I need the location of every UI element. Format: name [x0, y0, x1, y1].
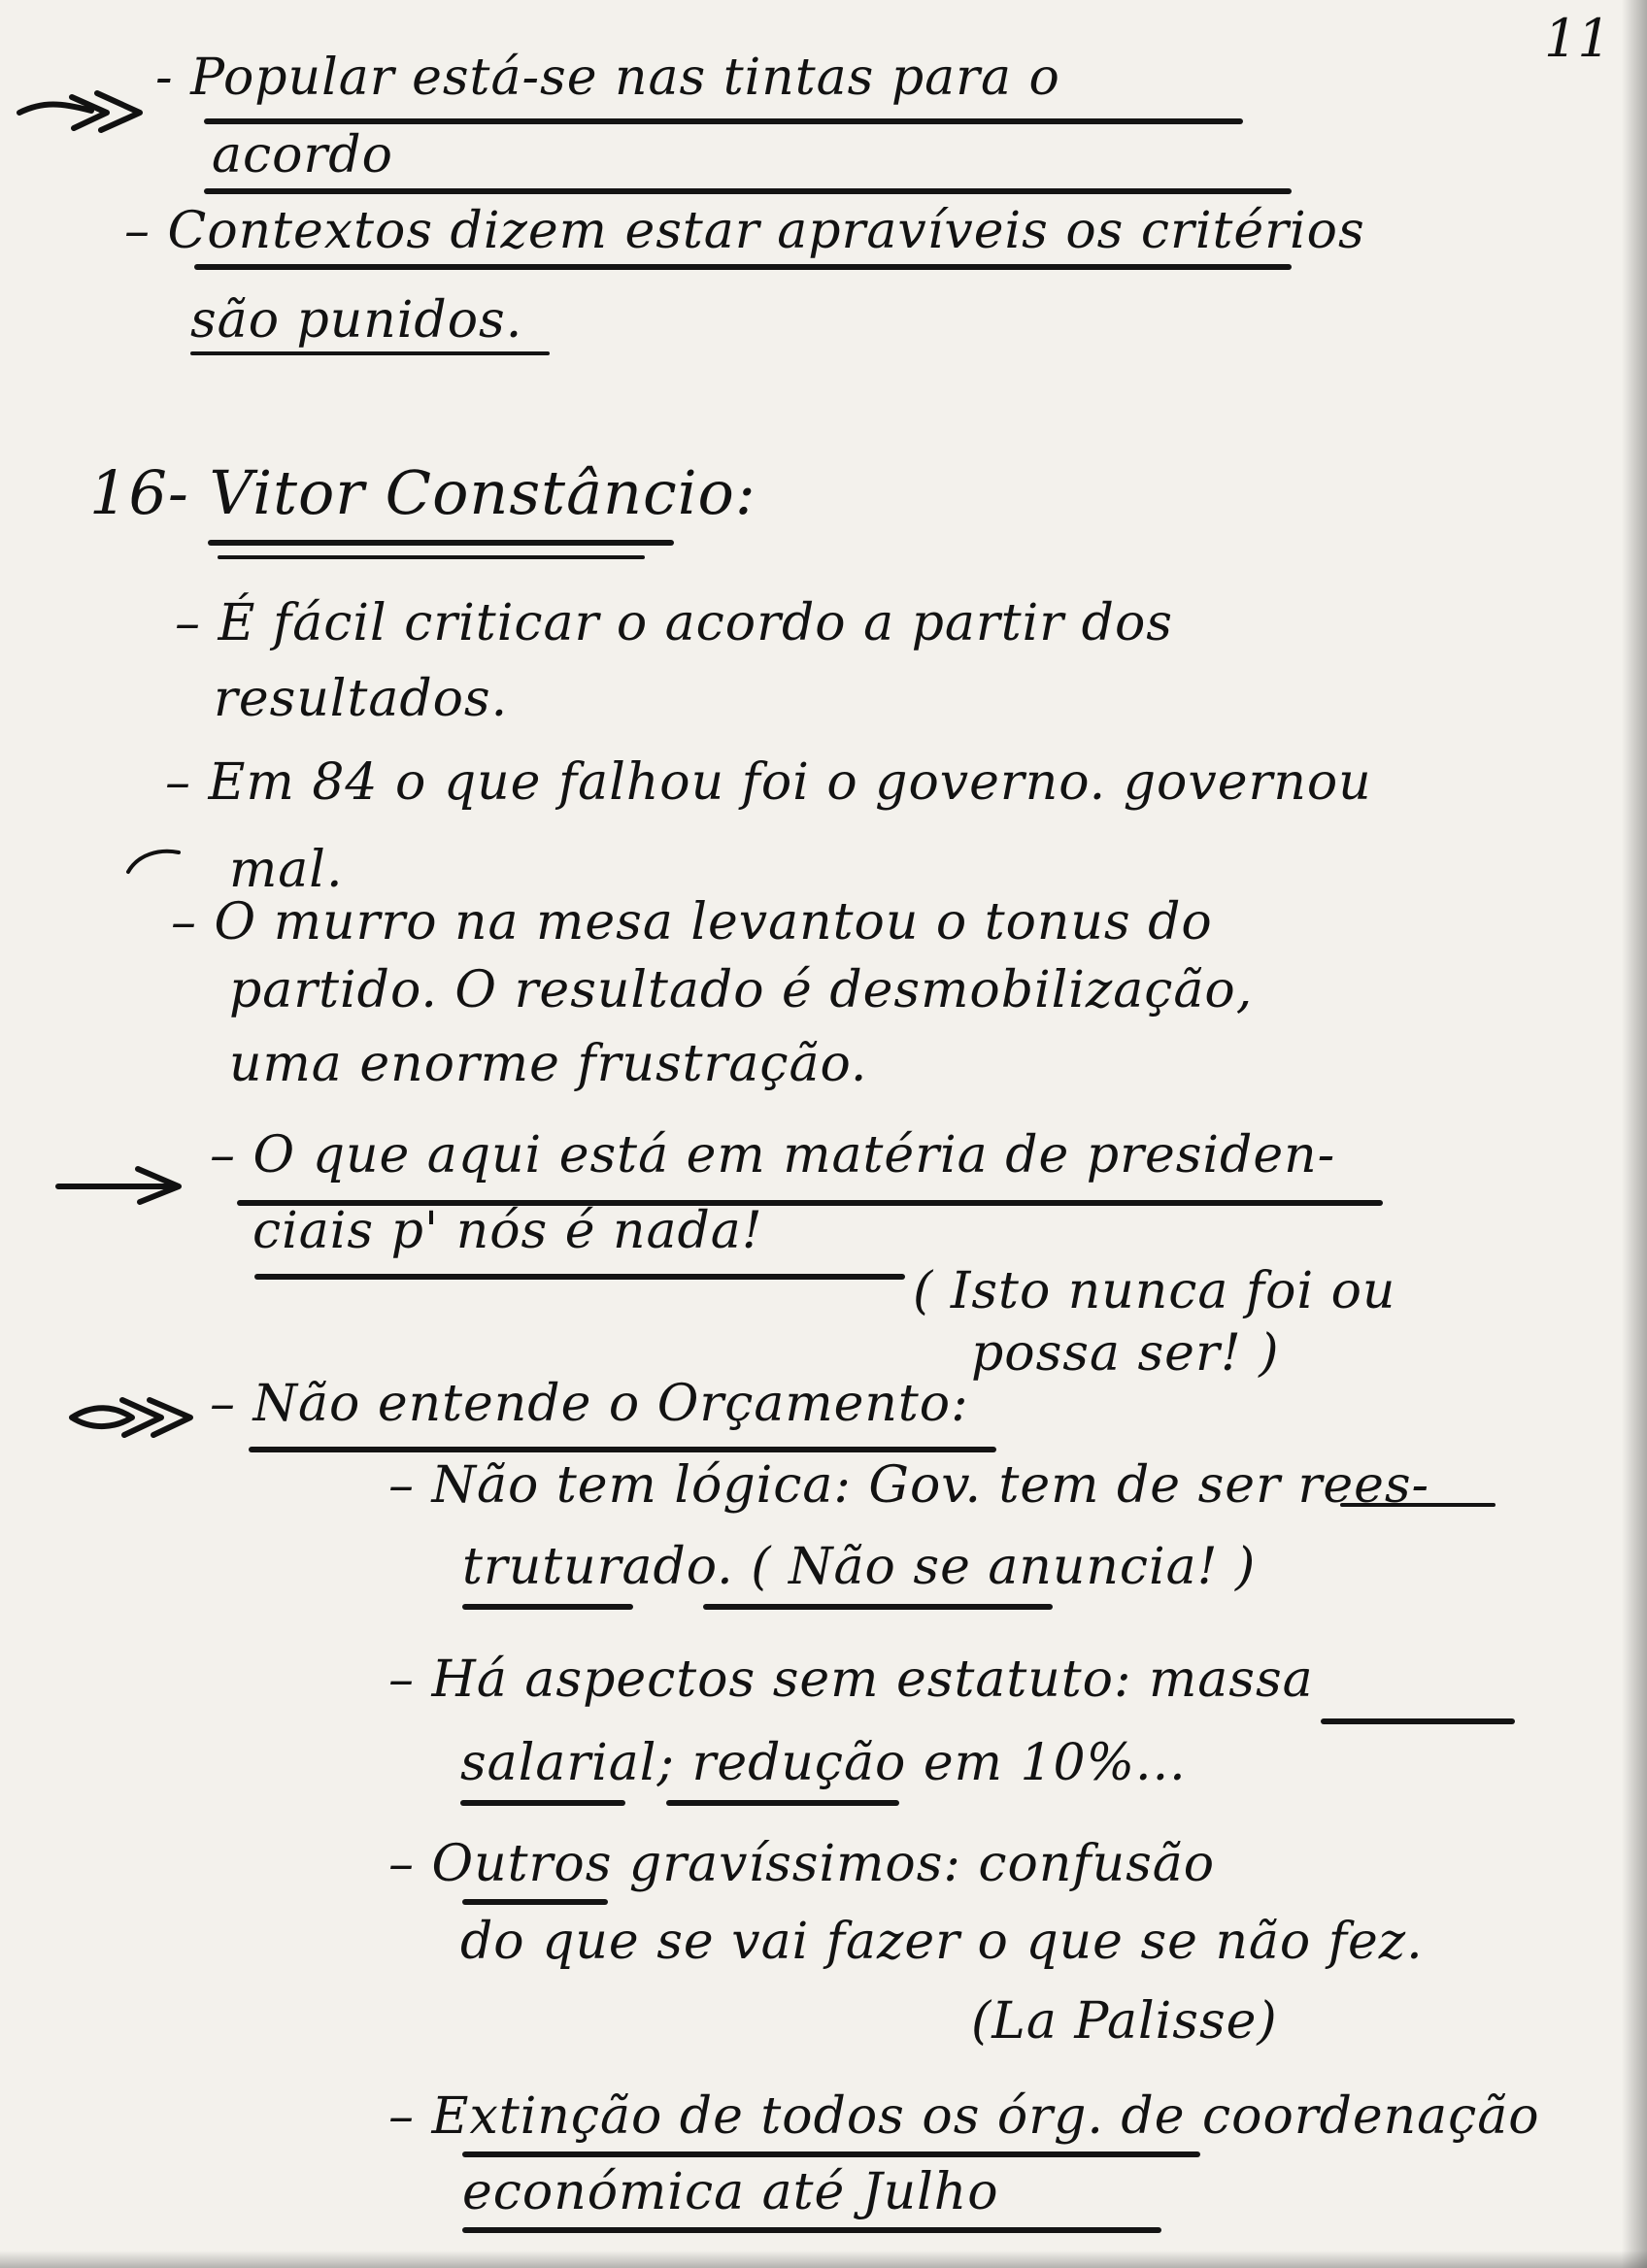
note-line-6: resultados. [214, 670, 509, 728]
underline [204, 118, 1243, 124]
note-line-16: – Não entende o Orçamento: [210, 1375, 969, 1433]
underline [462, 2151, 1200, 2157]
underline [190, 351, 550, 355]
note-line-2: acordo [212, 126, 393, 184]
arrow-marker-icon [52, 1161, 227, 1210]
underline [249, 1447, 996, 1452]
underline [460, 1800, 625, 1806]
scan-edge-shadow [1622, 0, 1647, 2268]
note-line-7: – Em 84 o que falhou foi o governo. governou [165, 753, 1372, 812]
note-line-24: – Extinção de todos os órg. de coordenação [388, 2087, 1540, 2146]
note-line-21: – Outros gravíssimos: confusão [388, 1835, 1216, 1893]
note-line-3: – Contextos dizem estar apravíveis os critérios [124, 202, 1365, 260]
underline [208, 540, 674, 546]
note-line-20: salarial; redução em 10%... [460, 1734, 1187, 1792]
note-line-11: uma enorme frustração. [229, 1035, 868, 1093]
note-line-23: (La Palisse) [971, 1992, 1278, 2051]
note-line-14: ( Isto nunca foi ou [913, 1262, 1396, 1320]
underline [703, 1604, 1053, 1610]
note-line-4: são punidos. [190, 291, 523, 350]
note-line-10: partido. O resultado é desmobilização, [229, 961, 1254, 1019]
underline [462, 1604, 633, 1610]
note-line-17: – Não tem lógica: Gov. tem de ser rees- [388, 1456, 1430, 1515]
underline [254, 1274, 905, 1280]
note-line-5: – É fácil criticar o acordo a partir dos [175, 594, 1173, 652]
note-line-12: – O que aqui está em matéria de presiden- [210, 1126, 1336, 1184]
note-line-8: mal. [229, 841, 344, 899]
underline [1340, 1503, 1496, 1507]
underline [462, 2227, 1161, 2233]
page-number: 11 [1544, 8, 1611, 69]
note-line-1: - Popular está-se nas tintas para o [155, 49, 1060, 107]
margin-mark-icon [120, 841, 188, 880]
underline [194, 264, 1292, 270]
underline [1321, 1718, 1515, 1724]
note-line-13: ciais p' nós é nada! [252, 1202, 763, 1260]
note-line-9: – O murro na mesa levantou o tonus do [171, 893, 1213, 951]
underline [204, 188, 1292, 194]
note-line-15: possa ser! ) [971, 1324, 1280, 1383]
section-heading-16: 16- Vitor Constâncio: [89, 457, 756, 528]
note-line-25: económica até Julho [462, 2163, 999, 2221]
underline [462, 1899, 608, 1905]
underline [218, 555, 645, 559]
underline [666, 1800, 899, 1806]
scan-bottom-edge [0, 2251, 1647, 2268]
note-line-18: truturado. ( Não se anuncia! ) [462, 1538, 1257, 1596]
note-line-19: – Há aspectos sem estatuto: massa [388, 1651, 1314, 1709]
note-line-22: do que se vai fazer o que se não fez. [460, 1913, 1424, 1971]
